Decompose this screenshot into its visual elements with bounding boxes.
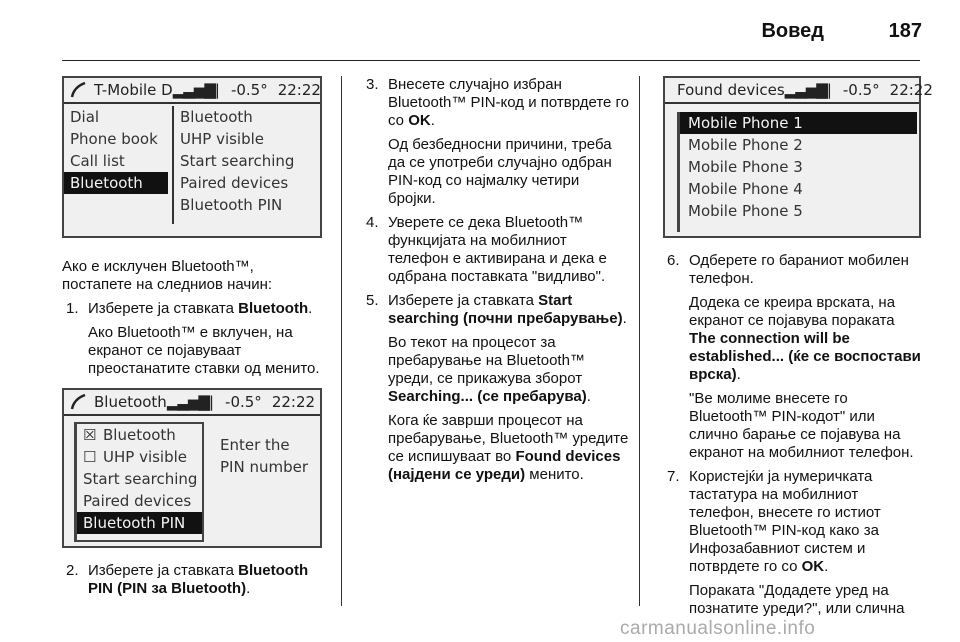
step-1-note: Ако Bluetooth™ е вклучен, на екранот се појавуваат преостанатите ставки од менито. bbox=[88, 324, 320, 377]
pin-prompt-line-2: PIN number bbox=[220, 458, 309, 476]
lcd-screen-main-menu bbox=[62, 76, 322, 238]
device-item-mobile-phone-4[interactable]: Mobile Phone 4 bbox=[688, 180, 803, 198]
device-item-mobile-phone-5[interactable]: Mobile Phone 5 bbox=[688, 202, 803, 220]
device-item-mobile-phone-3[interactable]: Mobile Phone 3 bbox=[688, 158, 803, 176]
step-number: 3. bbox=[366, 76, 379, 93]
section-title: Вовед bbox=[761, 20, 824, 42]
step-5-instruction: Изберете ја ставката Start searching (почни пребарување). bbox=[388, 292, 627, 327]
step-7 bbox=[663, 468, 925, 618]
phone-handset-icon bbox=[70, 81, 88, 99]
submenu-item-paired-devices[interactable]: Paired devices bbox=[180, 174, 289, 192]
ui-term: Searching... (се пребарува) bbox=[388, 388, 587, 405]
temperature: -0.5° bbox=[842, 81, 880, 99]
step-2-instruction: Изберете ја ставката Bluetooth PIN (PIN за Bluetooth). bbox=[88, 562, 309, 597]
ui-term: The connection will be established... (ќе се воспостави врска) bbox=[689, 330, 921, 383]
screen-title: Found devices bbox=[677, 81, 785, 99]
step-5-searching-note: Во текот на процесот за пребарување на Bluetooth™ уреди, се прикажува зборот Searching... (се пребарува). bbox=[388, 334, 591, 405]
device-item-mobile-phone-2[interactable]: Mobile Phone 2 bbox=[688, 136, 803, 154]
step-5 bbox=[362, 292, 630, 484]
signal-strength-icon: ▂▃▅▇| bbox=[172, 81, 219, 99]
watermark: carmanualsonline.info bbox=[620, 618, 816, 639]
step-number: 1. bbox=[66, 300, 79, 317]
ui-term: Bluetooth PIN (PIN за Bluetooth) bbox=[88, 562, 309, 597]
pin-prompt-line-1: Enter the bbox=[220, 436, 290, 454]
menu-item-start-searching[interactable]: Start searching bbox=[83, 470, 198, 488]
step-6-instruction: Одберете го бараниот мобилен телефон. bbox=[689, 252, 909, 287]
screen-status-bar bbox=[64, 390, 320, 416]
main-menu-list bbox=[64, 106, 168, 224]
bluetooth-menu-list bbox=[74, 422, 204, 542]
ui-term: Bluetooth bbox=[238, 300, 309, 317]
clock: 22:22 bbox=[277, 81, 321, 99]
bluetooth-submenu-list bbox=[172, 106, 322, 224]
column-divider bbox=[341, 76, 342, 606]
signal-strength-icon: ▂▃▅▇| bbox=[166, 393, 214, 411]
screen-status-bar bbox=[64, 78, 320, 104]
temperature: -0.5° bbox=[225, 393, 262, 411]
step-1 bbox=[62, 300, 324, 378]
submenu-item-bluetooth[interactable]: Bluetooth bbox=[180, 108, 253, 126]
menu-item-bluetooth[interactable]: Bluetooth bbox=[64, 172, 168, 194]
step-6 bbox=[663, 252, 925, 462]
step-number: 7. bbox=[667, 468, 680, 485]
column-2 bbox=[362, 76, 630, 490]
header-rule bbox=[62, 60, 920, 61]
step-1-instruction: Изберете ја ставката Bluetooth. bbox=[88, 300, 313, 317]
step-number: 4. bbox=[366, 214, 379, 231]
submenu-item-uhp-visible[interactable]: UHP visible bbox=[180, 130, 265, 148]
phone-handset-icon bbox=[70, 393, 88, 411]
found-devices-list bbox=[677, 112, 917, 232]
menu-item-call-list[interactable]: Call list bbox=[70, 152, 125, 170]
menu-item-phone-book[interactable]: Phone book bbox=[70, 130, 158, 148]
pin-prompt bbox=[214, 434, 308, 478]
temperature: -0.5° bbox=[230, 81, 268, 99]
step-number: 5. bbox=[366, 292, 379, 309]
col1-text bbox=[62, 258, 324, 378]
clock: 22:22 bbox=[889, 81, 933, 99]
page-header bbox=[62, 0, 922, 52]
step-3 bbox=[362, 76, 630, 208]
signal-strength-icon: ▂▃▅▇| bbox=[784, 81, 831, 99]
menu-item-bluetooth-pin[interactable]: Bluetooth PIN bbox=[77, 512, 202, 534]
screen-title: Bluetooth bbox=[94, 393, 167, 411]
step-4-instruction: Уверете се дека Bluetooth™ функцијата на мобилниот телефон е активирана и дека е одбрана поставката "видливо". bbox=[388, 214, 607, 285]
page-number: 187 bbox=[888, 20, 922, 42]
step-3-instruction: Внесете случајно избран Bluetooth™ PIN-код и потврдете го со OK. bbox=[388, 76, 630, 129]
ui-term: OK bbox=[801, 558, 825, 575]
step-5-found-note: Кога ќе заврши процесот на пребарување, Bluetooth™ уредите се испишуваат во Found devices (најдени се уреди) менито. bbox=[388, 412, 629, 483]
screen-status-bar bbox=[665, 78, 933, 104]
intro-paragraph: Ако е исклучен Bluetooth™, постапете на следниов начин: bbox=[62, 258, 273, 293]
device-item-mobile-phone-1[interactable]: Mobile Phone 1 bbox=[680, 112, 917, 134]
menu-item-dial[interactable]: Dial bbox=[70, 108, 100, 126]
clock: 22:22 bbox=[271, 393, 316, 411]
ui-term: OK bbox=[408, 112, 431, 129]
submenu-item-start-searching[interactable]: Start searching bbox=[180, 152, 295, 170]
submenu-item-bluetooth-pin[interactable]: Bluetooth PIN bbox=[180, 196, 283, 214]
menu-item-bluetooth[interactable]: ☒ Bluetooth bbox=[83, 426, 176, 444]
ui-term: Start searching (почни пребарување) bbox=[388, 292, 623, 327]
column-3 bbox=[663, 76, 933, 624]
ui-term: Found devices (најдени се уреди) bbox=[388, 448, 621, 483]
step-6-connection-note: Додека се креира врската, на екранот се појавува пораката The connection will be established... (ќе се воспостави врска). bbox=[689, 294, 921, 383]
step-7-note: Пораката "Додадете уред на познатите уреди?", или слична bbox=[689, 582, 905, 617]
lcd-screen-found-devices bbox=[663, 76, 933, 238]
checkbox-checked-icon: ☒ bbox=[83, 426, 97, 444]
device-name: T-Mobile D bbox=[94, 81, 173, 99]
step-3-note: Од безбедносни причини, треба да се употреби случајно одбран PIN-код со најмалку четири бројки. bbox=[388, 136, 612, 207]
menu-item-paired-devices[interactable]: Paired devices bbox=[83, 492, 192, 510]
column-1 bbox=[62, 76, 324, 604]
menu-item-uhp-visible[interactable]: ☐ UHP visible bbox=[83, 448, 188, 466]
column-divider bbox=[639, 76, 640, 606]
step-number: 2. bbox=[66, 562, 79, 579]
step-7-instruction: Користејќи ја нумеричката тастатура на мобилниот телефон, внесете го истиот Bluetooth™ PIN-код како за Инфозабавниот систем и потврдете го со OK. bbox=[689, 468, 881, 575]
step-number: 6. bbox=[667, 252, 680, 269]
step-6-pin-request-note: "Ве молиме внесете го Bluetooth™ PIN-кодот" или слично барање се појавува на екранот на мобилниот телефон. bbox=[689, 390, 914, 461]
lcd-screen-bluetooth-pin bbox=[62, 388, 322, 548]
step-4 bbox=[362, 214, 630, 286]
step-2 bbox=[62, 562, 324, 598]
checkbox-unchecked-icon: ☐ bbox=[83, 448, 97, 466]
